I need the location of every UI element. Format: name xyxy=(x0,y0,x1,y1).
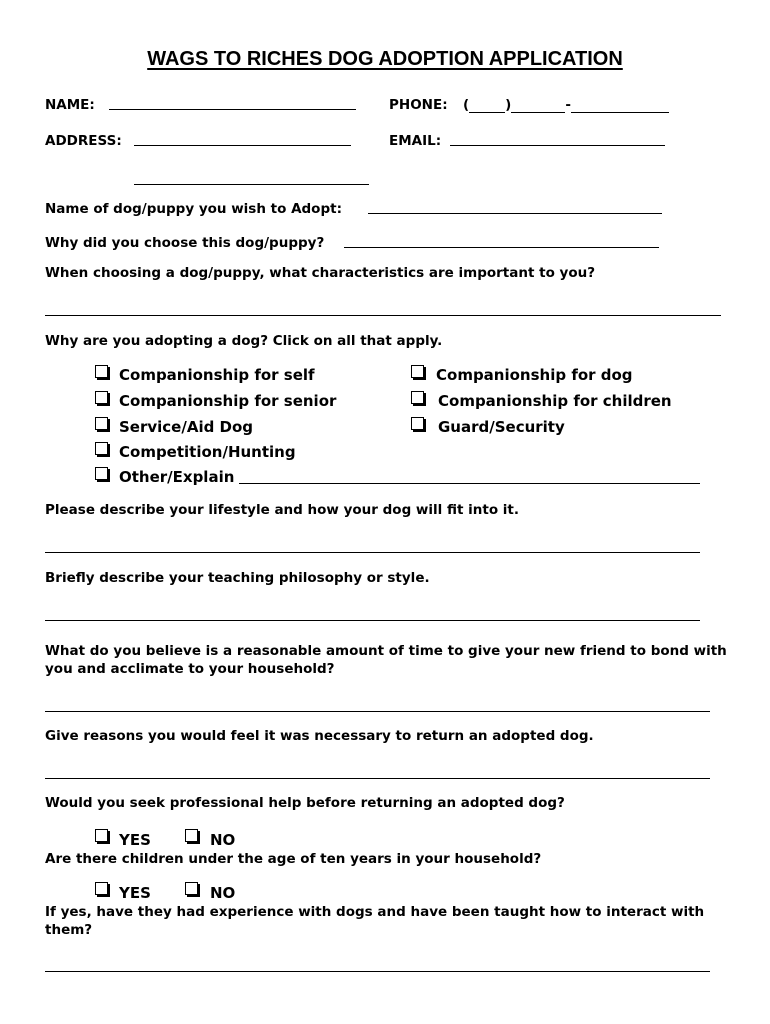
children-question: Are there children under the age of ten years in your household? xyxy=(45,851,542,867)
phone-label xyxy=(389,97,669,113)
phone-prefix-field[interactable] xyxy=(511,98,565,113)
bond-time-question: What do you believe is a reasonable amount of time to give your new friend to bond with you and acclimate to your household? xyxy=(45,643,727,677)
checkbox-service-aid-dog[interactable] xyxy=(95,417,108,430)
phone-label-text: PHONE: xyxy=(389,97,448,113)
characteristics-answer-line[interactable] xyxy=(45,315,721,316)
page-title: WAGS TO RICHES DOG ADOPTION APPLICATION xyxy=(147,48,623,70)
checkbox-professional-help-yes[interactable] xyxy=(95,829,108,842)
children-yes-label: YES xyxy=(119,884,151,902)
teaching-question: Briefly describe your teaching philosophy or style. xyxy=(45,570,430,586)
checkbox-companionship-senior[interactable] xyxy=(95,391,108,404)
lifestyle-question: Please describe your lifestyle and how your dog will fit into it. xyxy=(45,502,520,518)
phone-paren-open: ( xyxy=(463,97,470,113)
checkbox-competition-hunting[interactable] xyxy=(95,442,108,455)
checkbox-companionship-self[interactable] xyxy=(95,365,108,378)
address-label: ADDRESS: xyxy=(45,133,122,149)
checkbox-companionship-dog[interactable] xyxy=(411,365,424,378)
address-line-2-field[interactable] xyxy=(134,184,369,185)
option-companionship-children: Companionship for children xyxy=(438,392,672,410)
checkbox-children-no[interactable] xyxy=(185,882,198,895)
return-reasons-answer-line[interactable] xyxy=(45,778,710,779)
checkbox-professional-help-no[interactable] xyxy=(185,829,198,842)
phone-area-code-field[interactable] xyxy=(469,98,505,113)
professional-help-yes-label: YES xyxy=(119,831,151,849)
dog-name-label: Name of dog/puppy you wish to Adopt: xyxy=(45,201,342,217)
dog-name-field[interactable] xyxy=(368,213,662,214)
why-choose-field[interactable] xyxy=(344,247,659,248)
phone-dash: - xyxy=(565,97,571,113)
phone-paren-close: ) xyxy=(505,97,512,113)
professional-help-question: Would you seek professional help before returning an adopted dog? xyxy=(45,795,565,811)
lifestyle-answer-line[interactable] xyxy=(45,552,700,553)
checkbox-guard-security[interactable] xyxy=(411,417,424,430)
why-adopting-question: Why are you adopting a dog? Click on all that apply. xyxy=(45,333,443,349)
option-service-aid-dog: Service/Aid Dog xyxy=(119,418,254,436)
bond-time-answer-line[interactable] xyxy=(45,711,710,712)
characteristics-question: When choosing a dog/puppy, what characteristics are important to you? xyxy=(45,265,596,281)
checkbox-other-explain[interactable] xyxy=(95,467,108,480)
other-explain-field[interactable] xyxy=(239,483,700,484)
email-label: EMAIL: xyxy=(389,133,442,149)
name-field[interactable] xyxy=(109,109,356,110)
option-competition-hunting: Competition/Hunting xyxy=(119,443,296,461)
name-label: NAME: xyxy=(45,97,95,113)
option-other-explain: Other/Explain xyxy=(119,468,235,486)
email-field[interactable] xyxy=(450,145,665,146)
option-companionship-dog: Companionship for dog xyxy=(436,366,633,384)
option-companionship-self: Companionship for self xyxy=(119,366,315,384)
teaching-answer-line[interactable] xyxy=(45,620,700,621)
phone-line-field[interactable] xyxy=(571,98,669,113)
option-companionship-senior: Companionship for senior xyxy=(119,392,337,410)
checkbox-companionship-children[interactable] xyxy=(411,391,424,404)
option-guard-security: Guard/Security xyxy=(438,418,565,436)
professional-help-no-label: NO xyxy=(210,831,236,849)
children-experience-question: If yes, have they had experience with dogs and have been taught how to interact with them? xyxy=(45,904,705,938)
address-field[interactable] xyxy=(134,145,351,146)
why-choose-label: Why did you choose this dog/puppy? xyxy=(45,235,325,251)
children-no-label: NO xyxy=(210,884,236,902)
children-experience-answer-line[interactable] xyxy=(45,971,710,972)
checkbox-children-yes[interactable] xyxy=(95,882,108,895)
return-reasons-question: Give reasons you would feel it was necessary to return an adopted dog. xyxy=(45,728,594,744)
